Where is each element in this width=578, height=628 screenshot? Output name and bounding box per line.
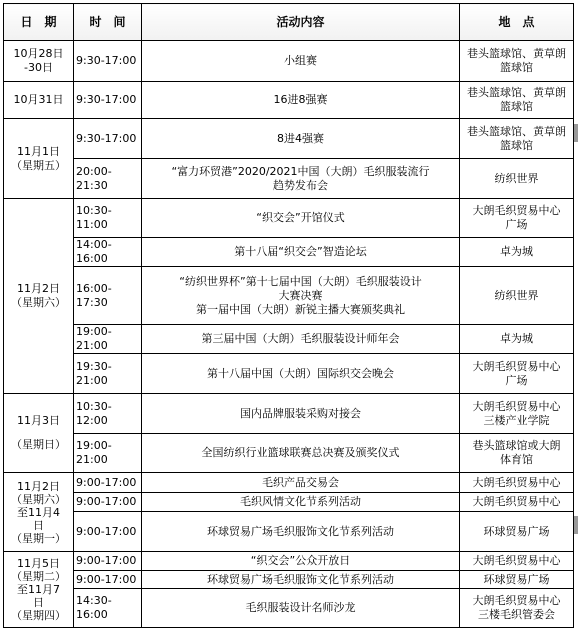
activity-cell: 小组赛: [142, 41, 460, 82]
activity-cell: “纺织世界杯”第十七届中国（大朗）毛织服装设计 大赛决赛 第一届中国（大朗）新锐主播大赛颁奖典礼: [142, 267, 460, 325]
location-cell: 大朗毛织贸易中心 广场: [460, 354, 574, 394]
location-cell: 大朗毛织贸易中心 三楼产业学院: [460, 394, 574, 434]
time-cell: 9:00-17:00: [74, 473, 142, 493]
table-row: [4, 473, 574, 493]
time-cell: 14:30-16:00: [74, 589, 142, 628]
location-cell: 环球贸易广场: [460, 512, 574, 552]
table-row: [4, 589, 574, 628]
location-cell: 环球贸易广场: [460, 571, 574, 589]
location-cell: 巷头篮球馆、黄草朗 篮球馆: [460, 82, 574, 119]
date-cell: 10月31日: [4, 82, 74, 119]
header-location: 地 点: [460, 4, 574, 41]
activity-cell: 第十八届中国（大朗）国际织交会晚会: [142, 354, 460, 394]
location-cell: 巷头篮球馆或大朗 体育馆: [460, 434, 574, 473]
time-cell: 9:00-17:00: [74, 512, 142, 552]
time-cell: 10:30-11:00: [74, 199, 142, 238]
table-row: [4, 512, 574, 552]
table-row: [4, 394, 574, 434]
table-row: [4, 552, 574, 571]
activity-cell: “织交会”公众开放日: [142, 552, 460, 571]
table-row: [4, 267, 574, 325]
location-cell: 纺织世界: [460, 159, 574, 199]
time-cell: 9:00-17:00: [74, 571, 142, 589]
location-cell: 巷头篮球馆、黄草朗 篮球馆: [460, 119, 574, 159]
location-cell: 大朗毛织贸易中心 三楼毛织管委会: [460, 589, 574, 628]
location-cell: 卓为城: [460, 325, 574, 354]
date-cell: 11月5日 （星期二） 至11月7 日 （星期四）: [4, 552, 74, 628]
table-row: [4, 493, 574, 512]
date-cell: 11月1日 （星期五）: [4, 119, 74, 199]
location-cell: 巷头篮球馆、黄草朗 篮球馆: [460, 41, 574, 82]
header-row: [4, 4, 574, 41]
activity-cell: 国内品牌服装采购对接会: [142, 394, 460, 434]
time-cell: 9:00-17:00: [74, 552, 142, 571]
scroll-marker: [574, 124, 578, 142]
location-cell: 大朗毛织贸易中心: [460, 493, 574, 512]
scroll-marker: [574, 516, 578, 534]
location-cell: 纺织世界: [460, 267, 574, 325]
time-cell: 9:30-17:00: [74, 82, 142, 119]
header-date: 日 期: [4, 4, 74, 41]
date-cell: 10月28日 -30日: [4, 41, 74, 82]
header-time: 时 间: [74, 4, 142, 41]
activity-cell: 环球贸易广场毛织服饰文化节系列活动: [142, 571, 460, 589]
schedule-table: [3, 3, 574, 628]
table-row: [4, 159, 574, 199]
time-cell: 9:00-17:00: [74, 493, 142, 512]
activity-cell: 第三届中国（大朗）毛织服装设计师年会: [142, 325, 460, 354]
activity-cell: 16进8强赛: [142, 82, 460, 119]
header-activity: 活动内容: [142, 4, 460, 41]
time-cell: 19:30-21:00: [74, 354, 142, 394]
time-cell: 14:00-16:00: [74, 238, 142, 267]
time-cell: 19:00-21:00: [74, 434, 142, 473]
table-row: [4, 571, 574, 589]
table-row: [4, 41, 574, 82]
activity-cell: 第十八届“织交会”智造论坛: [142, 238, 460, 267]
activity-cell: 毛织风情文化节系列活动: [142, 493, 460, 512]
time-cell: 19:00-21:00: [74, 325, 142, 354]
activity-cell: “织交会”开馆仪式: [142, 199, 460, 238]
location-cell: 大朗毛织贸易中心: [460, 473, 574, 493]
table-row: [4, 238, 574, 267]
time-cell: 9:30-17:00: [74, 41, 142, 82]
activity-cell: “富力环贸港”2020/2021中国（大朗）毛织服装流行 趋势发布会: [142, 159, 460, 199]
table-row: [4, 82, 574, 119]
time-cell: 16:00-17:30: [74, 267, 142, 325]
activity-cell: 全国纺织行业篮球联赛总决赛及颁奖仪式: [142, 434, 460, 473]
time-cell: 9:30-17:00: [74, 119, 142, 159]
location-cell: 大朗毛织贸易中心: [460, 552, 574, 571]
activity-cell: 8进4强赛: [142, 119, 460, 159]
table-row: [4, 325, 574, 354]
location-cell: 大朗毛织贸易中心 广场: [460, 199, 574, 238]
time-cell: 10:30-12:00: [74, 394, 142, 434]
time-cell: 20:00-21:30: [74, 159, 142, 199]
activity-cell: 毛织服装设计名师沙龙: [142, 589, 460, 628]
table-row: [4, 119, 574, 159]
table-row: [4, 434, 574, 473]
location-cell: 卓为城: [460, 238, 574, 267]
date-cell: 11月2日 （星期六） 至11月4 日 （星期一）: [4, 473, 74, 552]
activity-cell: 环球贸易广场毛织服饰文化节系列活动: [142, 512, 460, 552]
date-cell: 11月3日 （星期日）: [4, 394, 74, 473]
date-cell: 11月2日 （星期六）: [4, 199, 74, 394]
activity-cell: 毛织产品交易会: [142, 473, 460, 493]
table-row: [4, 354, 574, 394]
table-row: [4, 199, 574, 238]
